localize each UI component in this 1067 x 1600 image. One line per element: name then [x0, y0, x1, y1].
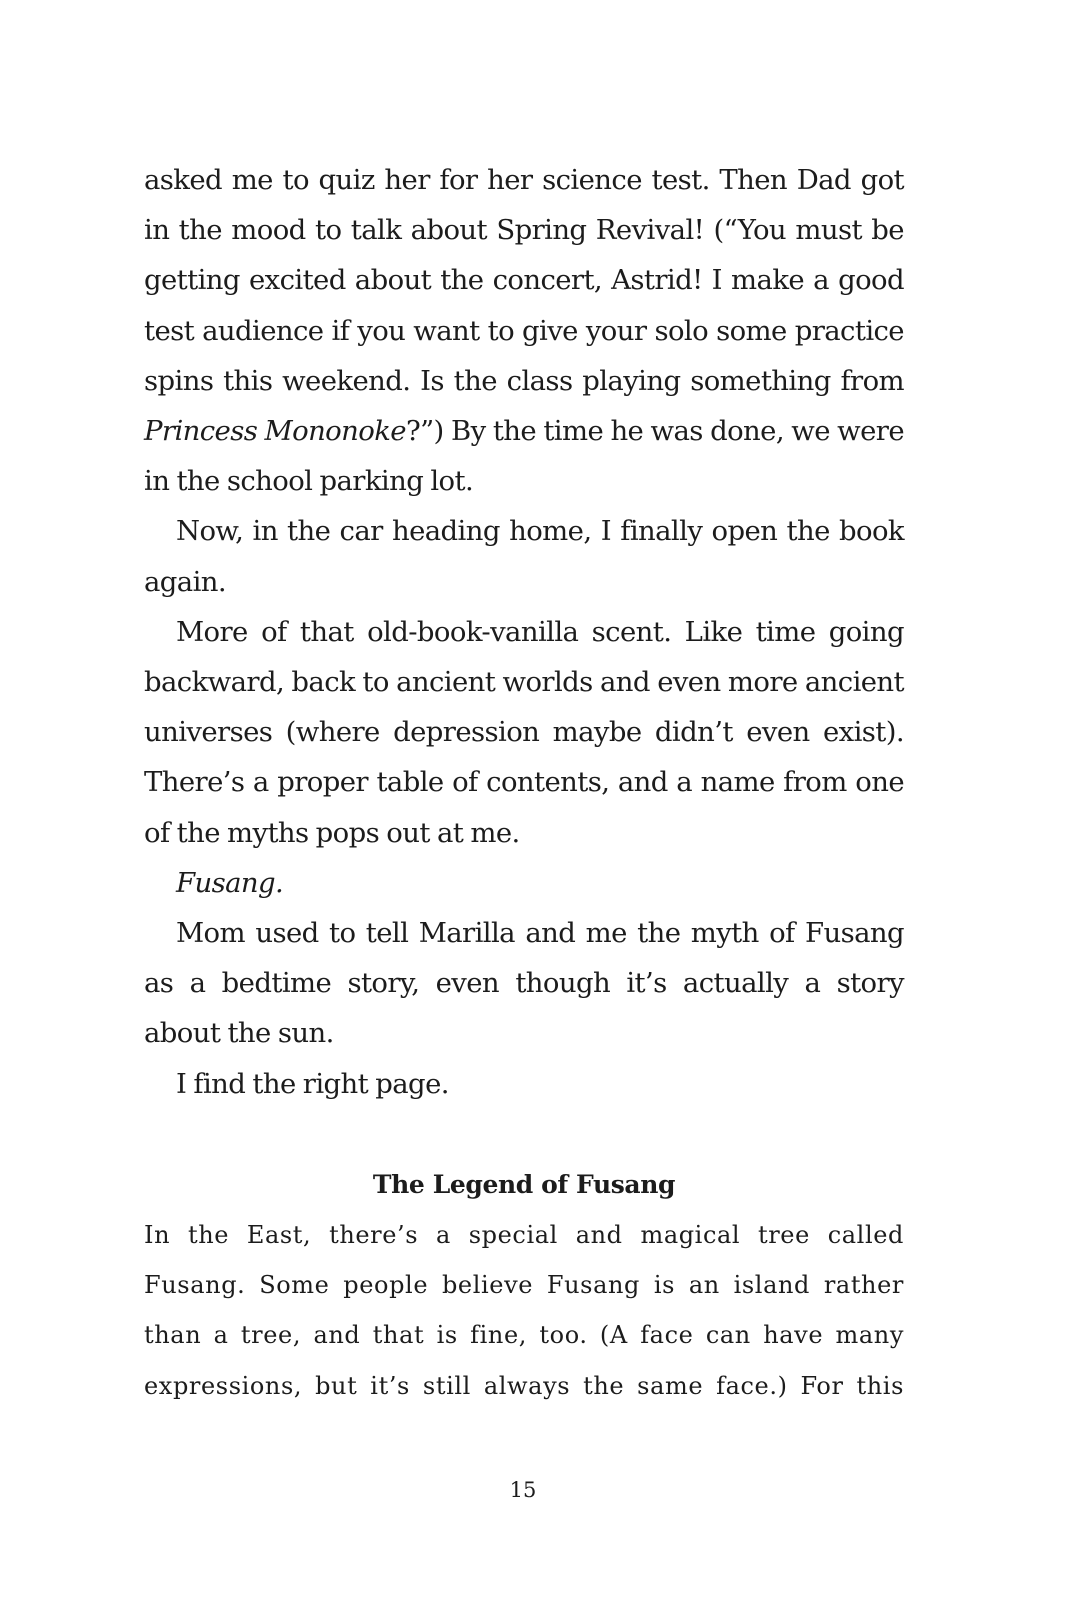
paragraph-3: More of that old-book-vanilla scent. Like time going backward, back to ancient worlds and even more ancient universes (where depression maybe didn’t even exist). There’s a proper table of contents, and a name from one of the myths pops out at me.: [144, 615, 904, 849]
paragraph-4-italic-text: Fusang.: [176, 866, 284, 899]
paragraph-1-italic-title: Princess Mononoke: [144, 415, 406, 448]
legend-heading: The Legend of Fusang: [372, 1170, 676, 1199]
paragraph-6: I find the right page.: [176, 1067, 449, 1100]
paragraph-1: [144, 155, 904, 506]
paragraph-1-text: asked me to quiz her for her science test. Then Dad got in the mood to talk about Spring Revival! (“You must be getting excited about the concert, Astrid! I make a good test audience if you want to give your solo some practice spins this weekend. Is the class playing something from: [144, 164, 904, 397]
paragraph-2: Now, in the car heading home, I finally open the book again.: [144, 515, 904, 598]
paragraph-4-italic: [144, 858, 904, 908]
paragraph-5: Mom used to tell Marilla and me the myth of Fusang as a bedtime story, even though it’s actually a story about the sun.: [144, 917, 904, 1050]
page-number: 15: [509, 1478, 537, 1502]
page-body: [144, 155, 904, 1109]
paragraph-1-end: ?”) By the time he was done, we were in the school parking lot.: [144, 415, 904, 498]
legend-paragraph: In the East, there’s a special and magical tree called Fusang. Some people believe Fusang is an island rather than a tree, and that is fine, too. (A face can have many expressions, but it’s still always the same face.) For this: [144, 1221, 904, 1400]
